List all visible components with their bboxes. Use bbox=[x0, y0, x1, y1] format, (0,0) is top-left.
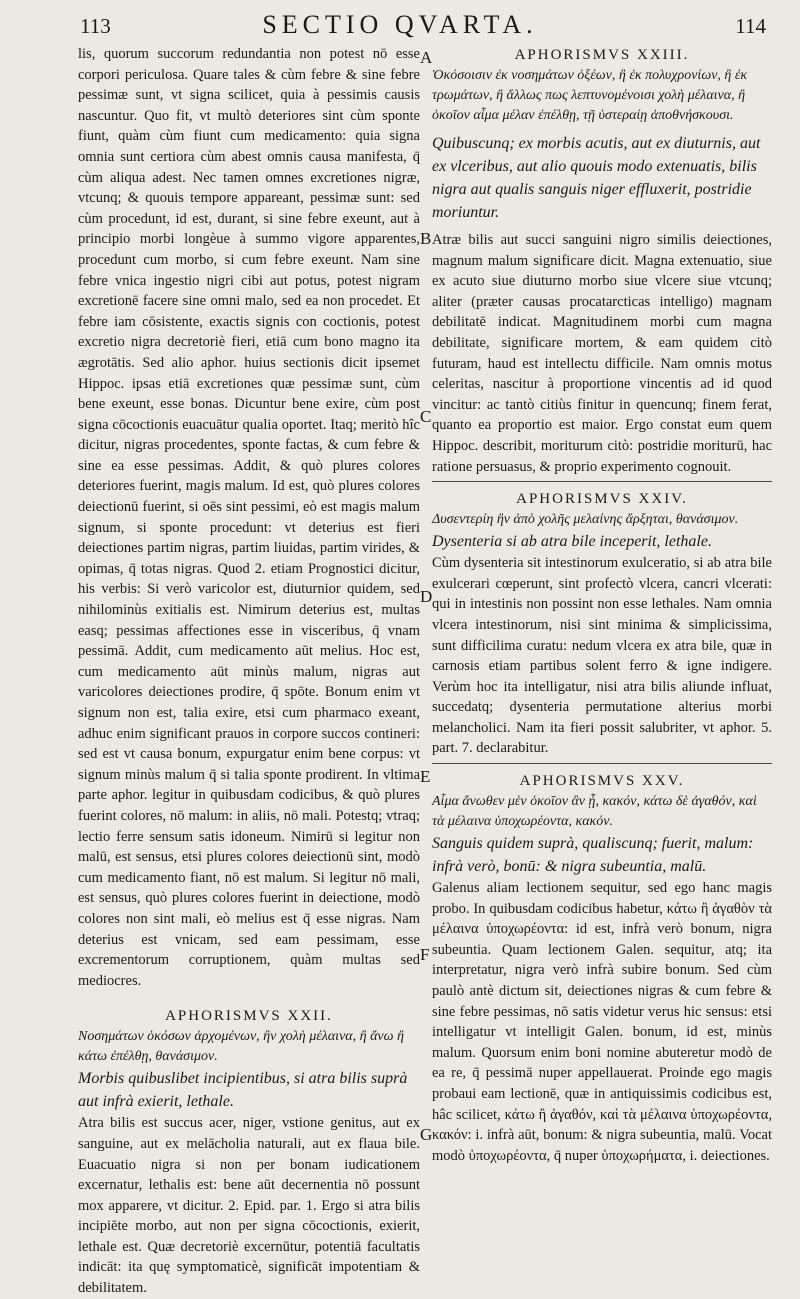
commentary-aph25-text: Galenus aliam lectionem sequitur, sed ego hanc magis probo. In quibusdam codicibus habetur, κάτω ἢ ἀγαθὸν τὰ μέλαινα ὑποχωρέοντα: id est, infrà verò bonum, nigra subeuntia. Quam lectionem Galen. sequitur, atq; ita interpretatur, nigra verò infrà subire bonum. Sed cùm paulò antè dictum sit, deiectiones nigras & cum febre & sine febre pessimas, nō satis videtur verus hic sensus: etsi intelligatur vt intelligit Galen. bonum, id est, minùs malum. Quorsum enim boni nomine abuteretur modò de ea re, q̄ pessimā nuper appellauerat. Proinde ego magis probaui eam lectionē, quæ in antiquissimis codicibus est, hâc scilicet, κάτω ἢ ἀγαθόν, καὶ τὰ μέλαινα ὑποχωρέοντα, κακόν: i. infrà aūt, bonum: & nigra subeuntia, malū. Vocat modò ὑποχωρέοντα, q̄ nuper ὑποχωρήματα, i. deiectiones. bbox=[432, 880, 772, 1164]
page-number-right: 114 bbox=[735, 14, 766, 38]
margin-letter-d: D bbox=[420, 587, 433, 606]
margin-letter-c: C bbox=[420, 407, 432, 426]
left-column bbox=[78, 44, 420, 1299]
aphorism-23-title: APHORISMVS XXIII. bbox=[514, 47, 690, 63]
aphorism-25-greek: Αἷμα ἄνωθεν μὲν ὁκοῖον ἂν ᾖ, κακόν, κάτω δὲ ἀγαθόν, καὶ τὰ μέλαινα ὑποχωρέοντα, κακόν. bbox=[432, 794, 757, 830]
margin-letter-f: F bbox=[420, 945, 430, 964]
aphorism-25-title: APHORISMVS XXV. bbox=[519, 773, 685, 790]
aphorism-24-title: APHORISMVS XXIV. bbox=[516, 491, 688, 508]
commentary-aph21-text: lis, quorum succorum redundantia non potest nō esse corpori periculosa. Quare tales & cùm febre & sine febre pessimæ sunt, vt signa scilicet, quia à pessimis causis nascuntur. Quo fit, vt multò deteriores sint cùm sponte fiunt, quàm cùm fiunt cum medicamento: quia signa omnia sunt certiora cùm abest omnis causa manifesta, q̄ cùm aliqua adest. Nec tamen omnes excretiones nigræ, vtcunq; & quouis tempore appareant, pessimæ sunt: sed cùm procedunt, id est, durant, si sine febre exeunt, aut à principio morbi longèue à summo vigore apparentes, procedunt cum morbo, si cum febre exeunt. Nam sine febre vnica ingestio nigri cibi aut potus, potest nigram excretionē facere sine omni malo, sed ea non procedet. Et febre iam cōsistente, exactis signis con coctionis, potest excretio nigra decretoriè fieri, etiā cum bono magno ita ægrotātis. Sed alio aphor. huius sectionis dicit ipsemet Hippoc. ipsas etiā excretiones quæ pessimæ sunt, cùm bene exeunt, esse bonas. Dicuntur bene exire, cùm post signa cōcoctionis euacuātur qualia oportet. Itaq; meritò hîc dicitur, nigras procedentes, sponte factas, & cum febre & sine ea esse pessimas. Addit, & quò plures colores deteriores fuerint, magis malum. Id est, quò plures colores deiectionū fuerint, si oēs sint pessimi, eò est magis malum signum, si sponte procedunt: vt deterius est fieri deiectiones partim nigras, partim liuidas, partim virides, & opimas, q̄ totas nigras. Quod 2. etiam Prognostici dicitur, his verbis: Si verò varicolor est, diuturnior quidem, sed nihilominùs exitialis est. Nimirum deterius est, multas easq; pessimas affectiones esse in visceribus, q̄ vnam pessimā. Addit, cum medicamento aūt melius. Hoc est, cum medicamento aūt minùs malum, nigras aut varicolores deiectiones prodire, q̄ spōte. Bonum enim vt signum non est, talia exire, etsi cum pharmaco exeant, adhuc enim significant prauos in corpore succos contineri: sed est vt causa bonum, expurgatur enim bene corpus: vt signum minùs malum q̄ si talia sponte prodirent. In vltima parte aphor. legitur in quibusdam codicibus, & quò plures fuerint colores, nō malum: in aliis, nō mali. Potestq; vtraq; lectio ferre sensum satis idoneum. Nimirū si legitur non malū, est sensus, etsi plures colores deiectionū sint, modò cum medicamento fiant, nō est malum. Si legitur nō mali, est sensus, quò plures colores fuerint in deiectione, modò colores non sint mali, eò melius est q̄ esse nigras. Nam deterius est vnicam, sed eam pessimam, esse excrementorum corruptionem, quàm multas sed mediocres. bbox=[78, 46, 420, 989]
margin-letter-g: G bbox=[420, 1125, 433, 1144]
aphorism-23-greek: Ὁκόσοισιν ἐκ νοσημάτων ὀξέων, ἢ ἐκ πολυχρονίων, ἢ ἐκ τρωμάτων, ἢ ἄλλως πως λεπτυνομένοισι χολὴ μέλαινα, ἢ ὁκοῖον αἷμα μέλαν ἐπέλθῃ, τῇ ὑστεραίῃ ἀποθνήσκουσι. bbox=[432, 68, 748, 123]
running-title: SECTIO QVARTA. bbox=[262, 10, 538, 39]
commentary-aph23-text: Atræ bilis aut succi sanguini nigro similis deiectiones, magnum malum significare dicit. Magna extenuatio, siue ex acuto siue diuturno morbo siue vlcere siue vtcunq; aliter (præter causas procatarcticas intelligo) magnam debilitatē indicat. Magnitudinem morbi cum magna debilitate, significare mortem, & eam quidem citò futuram, haud est intellectu difficile. Nam omnis motus celeritas, nascitur à proportione vincentis ad id quod vincitur: ac tantò citiùs finitur in quencunq; finem ferat, quanto ea proportio est maior. Ergo constat eum quem Hippoc. describit, moriturum citò: postridie moriturū, hac ratione persuasus, & proprio experimento cognouit. bbox=[432, 232, 772, 475]
commentary-aph22-text: Atra bilis est succus acer, niger, vstione genitus, aut ex sanguine, aut ex melācholia naturali, aut ex flaua bile. Euacuatio nigra si non per bonam iudicationem excernatur, lethalis est: bene aūt decernentia nō possunt mox apparere, vt dicitur. 2. Epid. par. 1. Ergo si atra bilis incipiēte morbo, aut non per signa cōcoctionis, exierit, lethale est. Quæ decretoriè excernūtur, potentiā facultatis indicāt: ita quę symptomaticè, significāt impotentiam & debilitatem. bbox=[78, 1115, 420, 1297]
aphorism-24-greek: Δυσεντερίη ἢν ἀπὸ χολῆς μελαίνης ἄρξηται, θανάσιμον. bbox=[432, 512, 739, 528]
aphorism-22-title: APHORISMVS XXII. bbox=[165, 1008, 333, 1025]
commentary-aph24-text: Cùm dysenteria sit intestinorum exulceratio, si ab atra bile exulcerari cœperunt, sint profectò vlcera, cancri vlcerati: qui in intestinis non possint non esse lethales. Nam omnia vlcera intestinorum, nisi sint minima & simplicissima, sunt difficilima curatu: nedum vlcera ex atra bile, quæ in carnosis etiam partibus solent ferro & igne indigere. Verùm hoc ita intelligatur, nisi atra bilis aliunde influat, succedatq; dysenteria permutatione alterius morbi melancholici. Nam ita fieri possit salubriter, vt aphor. 5. part. 7. declarabitur. bbox=[432, 555, 772, 757]
aphorism-22-greek: Νοσημάτων ὁκόσων ἀρχομένων, ἢν χολὴ μέλαινα, ἢ ἄνω ἢ κάτω ἐπέλθῃ, θανάσιμον. bbox=[78, 1029, 404, 1065]
margin-letter-e: E bbox=[420, 767, 431, 786]
margin-letter-a: A bbox=[420, 48, 433, 67]
aphorism-23-latin: Quibuscunq; ex morbis acutis, aut ex diuturnis, aut ex vlceribus, aut alio quouis modo extenuatis, bilis nigra aut qualis sanguis niger effluxerit, postridie moriuntur. bbox=[432, 135, 761, 221]
section-divider bbox=[432, 481, 772, 482]
right-column bbox=[432, 44, 772, 1166]
aphorism-24-latin: Dysenteria si ab atra bile inceperit, lethale. bbox=[432, 533, 712, 551]
aphorism-22-latin: Morbis quibuslibet incipientibus, si atra bilis suprà aut infrà exierit, lethale. bbox=[78, 1070, 408, 1111]
aphorism-25-latin: Sanguis quidem suprà, qualiscunq; fuerit, malum: infrà verò, bonū: & nigra subeuntia, malū. bbox=[432, 835, 754, 876]
page-number-left: 113 bbox=[80, 14, 111, 38]
section-divider bbox=[432, 763, 772, 764]
margin-letter-b: B bbox=[420, 229, 432, 248]
page-header bbox=[0, 0, 800, 44]
